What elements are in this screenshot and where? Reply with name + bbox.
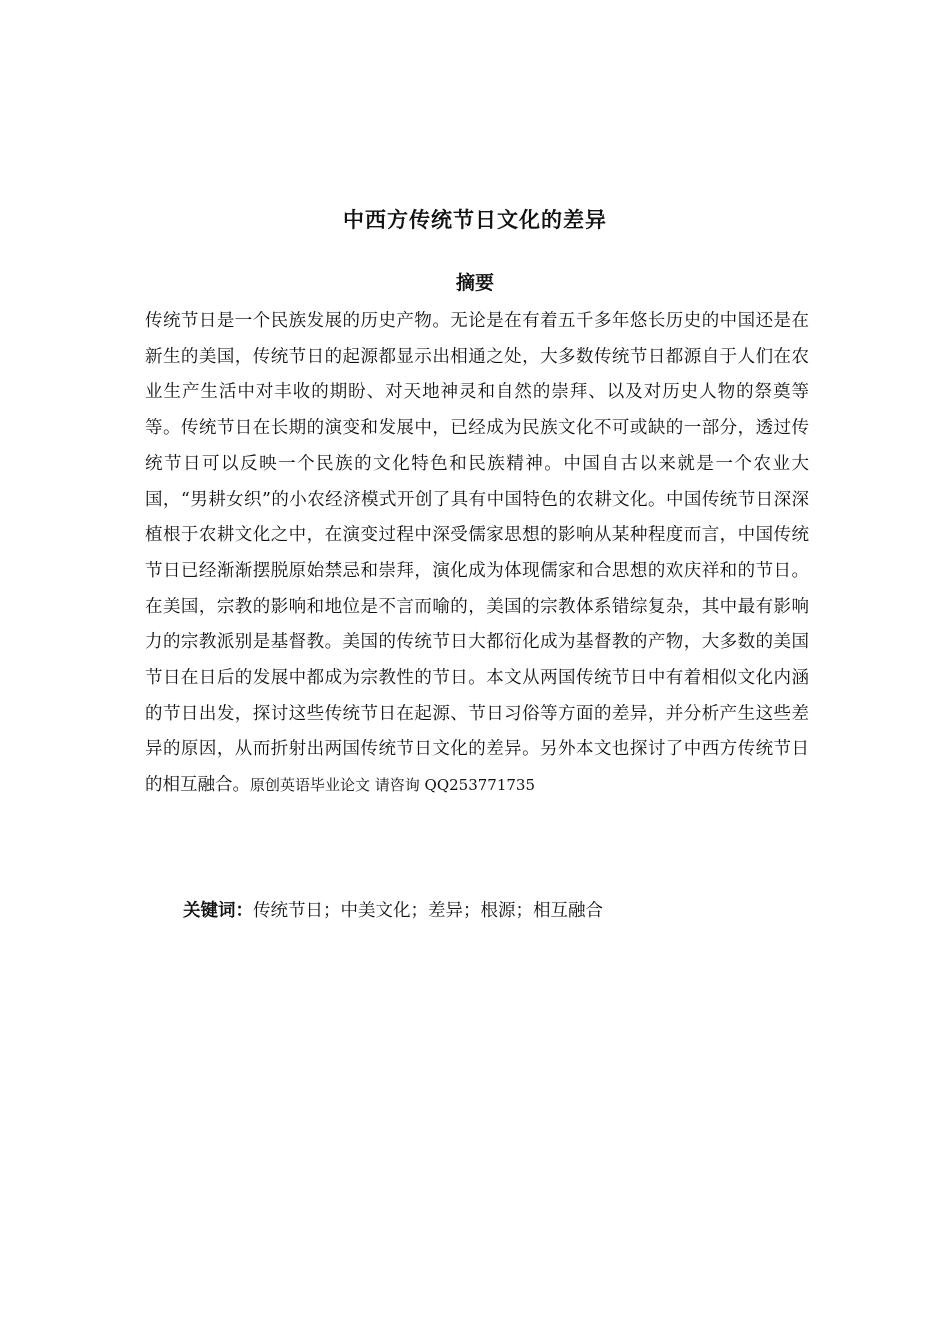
abstract-heading: 摘要 xyxy=(455,272,494,294)
abstract-body xyxy=(145,304,809,804)
keywords-line xyxy=(183,896,823,926)
keywords-text: 传统节日；中美文化；差异；根源；相互融合 xyxy=(253,901,603,921)
abstract-text: 传统节日是一个民族发展的历史产物。无论是在有着五千多年悠长历史的中国还是在新生的美国，传统节日的起源都显示出相通之处，大多数传统节日都源自于人们在农业生产生活中对丰收的期盼、对天地神灵和自然的崇拜、以及对历史人物的祭奠等等。传统节日在长期的演变和发展中，已经成为民族文化不可或缺的一部分，透过传统节日可以反映一个民族的文化特色和民族精神。中国自古以来就是一个农业大国，“男耕女织”的小农经济模式开创了具有中国特色的农耕文化。中国传统节日深深植根于农耕文化之中，在演变过程中深受儒家思想的影响从某种程度而言，中国传统节日已经渐渐摆脱原始禁忌和崇拜，演化成为体现儒家和合思想的欢庆祥和的节日。在美国，宗教的影响和地位是不言而喻的，美国的宗教体系错综复杂，其中最有影响力的宗教派别是基督教。美国的传统节日大都衍化成为基督教的产物，大多数的美国节日在日后的发展中都成为宗教性的节日。本文从两国传统节日中有着相似文化内涵的节日出发，探讨这些传统节日在起源、节日习俗等方面的差异，并分析产生这些差异的原因，从而折射出两国传统节日文化的差异。另外本文也探讨了中西方传统节日的相互融合。 xyxy=(145,311,809,796)
contact-note: 原创英语毕业论文 请咨询 QQ253771735 xyxy=(250,776,536,795)
document-title: 中西方传统节日文化的差异 xyxy=(343,207,607,232)
keywords-label: 关键词： xyxy=(183,901,253,921)
